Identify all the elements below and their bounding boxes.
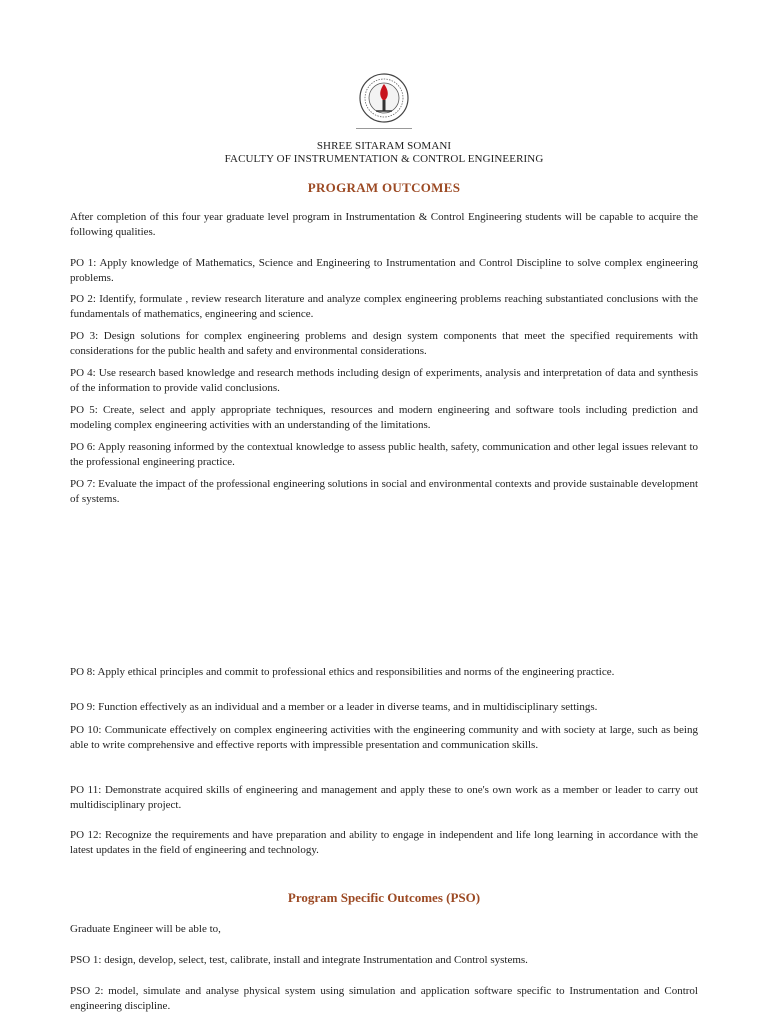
- po-item: PO 5: Create, select and apply appropriate techniques, resources and modern engineering and software tools including prediction and modeling complex engineering activities with an understanding of the limitations.: [70, 404, 698, 431]
- po-item: PO 12: Recognize the requirements and have preparation and ability to engage in independent and life long learning in accordance with the latest updates in the field of engineering and technology.: [70, 829, 698, 856]
- program-outcomes-heading: PROGRAM OUTCOMES: [307, 180, 461, 195]
- pso-item: PSO 2: model, simulate and analyse physical system using simulation and application software specific to Instrumentation and Control engineering discipline.: [70, 985, 698, 1012]
- po-item: PO 6: Apply reasoning informed by the contextual knowledge to assess public health, safety, communication and other legal issues relevant to the professional engineering practice.: [70, 441, 698, 468]
- po-item: PO 8: Apply ethical principles and commit to professional ethics and responsibilities and norms of the engineering practice.: [70, 666, 615, 678]
- po-item: PO 1: Apply knowledge of Mathematics, Science and Engineering to Instrumentation and Control Discipline to solve complex engineering problems.: [70, 257, 698, 284]
- pso-heading: Program Specific Outcomes (PSO): [287, 890, 481, 905]
- po-item: PO 11: Demonstrate acquired skills of engineering and management and apply these to one's own work as a member or leader to carry out multidisciplinary project.: [70, 784, 698, 811]
- college-logo: [356, 70, 412, 129]
- po-item: PO 10: Communicate effectively on complex engineering activities with the engineering community and with society at large, such as being able to write comprehensive and effective reports with impressible presentation and communication skills.: [70, 724, 698, 751]
- po-item: PO 3: Design solutions for complex engineering problems and design system components that meet the specified requirements with considerations for the public health and safety and environmental considerations.: [70, 330, 698, 357]
- institution-name: SHREE SITARAM SOMANI: [316, 140, 452, 152]
- pso-item: PSO 1: design, develop, select, test, calibrate, install and integrate Instrumentation and Control systems.: [70, 954, 528, 966]
- pso-intro: Graduate Engineer will be able to,: [70, 923, 221, 935]
- faculty-name: FACULTY OF INSTRUMENTATION & CONTROL ENGINEERING: [224, 153, 544, 165]
- po-item: PO 2: Identify, formulate , review research literature and analyze complex engineering problems reaching substantiated conclusions with the fundamentals of mathematics, engineering and science.: [70, 293, 698, 320]
- program-outcomes-intro: After completion of this four year graduate level program in Instrumentation & Control Engineering students will be capable to acquire the following qualities.: [70, 211, 698, 238]
- po-item: PO 7: Evaluate the impact of the professional engineering solutions in social and environmental contexts and provide sustainable development of systems.: [70, 478, 698, 505]
- po-item: PO 9: Function effectively as an individual and a member or a leader in diverse teams, and in multidisciplinary settings.: [70, 701, 598, 713]
- po-item: PO 4: Use research based knowledge and research methods including design of experiments, analysis and interpretation of data and synthesis of the information to provide valid conclusions.: [70, 367, 698, 394]
